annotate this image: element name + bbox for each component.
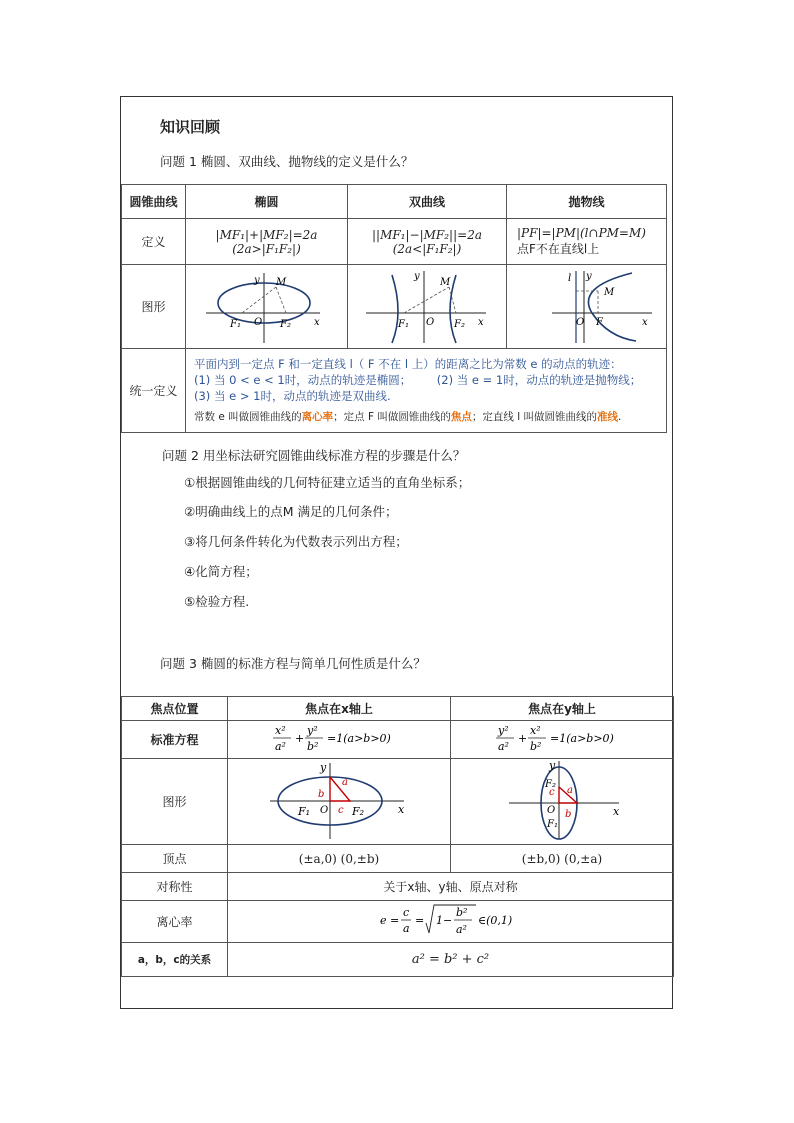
- eccentricity-value: [228, 901, 674, 943]
- label-b: b: [565, 809, 572, 820]
- ellipse-definition: [186, 219, 348, 265]
- header-ellipse: 椭圆: [186, 185, 348, 219]
- header-hyperbola: 双曲线: [348, 185, 507, 219]
- label-f1: F₁: [398, 319, 409, 330]
- label-o: O: [253, 317, 262, 328]
- note-directrix: 准线: [596, 410, 618, 423]
- header-conic: 圆锥曲线: [122, 185, 186, 219]
- label-m: M: [275, 277, 286, 288]
- question-1: 问题 1 椭圆、双曲线、抛物线的定义是什么？: [160, 154, 414, 169]
- step-4: ④化简方程；: [184, 564, 258, 579]
- label-a: a: [342, 777, 348, 788]
- section-heading: 知识回顾: [160, 118, 221, 136]
- unified-case-2: (2) 当 e = 1时，动点的轨迹是抛物线；: [436, 372, 642, 387]
- figure-x-cell: [228, 759, 451, 845]
- label-m: M: [603, 287, 614, 298]
- label-x: x: [641, 317, 648, 328]
- hyperbola-figure-cell: [348, 265, 507, 349]
- row-figure-label: 图形: [122, 759, 228, 845]
- parabola-def-formula: |PF|=|PM|(l∩PM=M): [517, 226, 646, 240]
- parabola-curve: [588, 273, 636, 341]
- note-eccentricity: 离心率: [301, 410, 334, 423]
- label-y: y: [549, 759, 556, 772]
- label-c: c: [549, 787, 555, 798]
- svg-text:y²: y²: [307, 724, 318, 737]
- label-o: O: [426, 317, 435, 328]
- svg-text:a: a: [402, 922, 410, 935]
- row-eccentricity-label: 离心率: [122, 901, 228, 943]
- unified-line-3: (3) 当 e > 1时，动点的轨迹是双曲线.: [194, 388, 391, 403]
- note-part-4: .: [617, 410, 622, 423]
- label-c: c: [338, 805, 344, 816]
- vertex-y: (±b,0) (0,±a): [451, 845, 674, 873]
- svg-text:a²: a²: [275, 740, 286, 753]
- row-figure-label: 图形: [122, 265, 186, 349]
- label-y: y: [320, 761, 327, 774]
- svg-text:+: +: [295, 732, 305, 745]
- step-5: ⑤检验方程.: [184, 594, 250, 609]
- label-x: x: [478, 317, 484, 328]
- label-f2: F₂: [454, 319, 465, 330]
- hyperbola-figure: [352, 265, 502, 345]
- label-y: y: [414, 271, 420, 282]
- header-focus-position: 焦点位置: [122, 697, 228, 721]
- label-f2: F₂: [279, 319, 291, 330]
- label-y: y: [585, 271, 592, 282]
- svg-text:b²: b²: [530, 740, 542, 753]
- ellipse-def-formula: |MF₁|+|MF₂|=2a: [215, 227, 318, 242]
- note-part-2: ；定点 F 叫做圆锥曲线的: [333, 410, 451, 423]
- row-definition-label: 定义: [122, 219, 186, 265]
- header-parabola: 抛物线: [507, 185, 667, 219]
- label-x: x: [398, 803, 405, 816]
- svg-text:a²: a²: [498, 740, 509, 753]
- label-f1: F₁: [229, 319, 241, 330]
- label-o: O: [547, 805, 556, 816]
- svg-text:e: e: [379, 914, 387, 927]
- question-3: 问题 3 椭圆的标准方程与简单几何性质是什么？: [160, 656, 426, 671]
- ellipse-properties-table: [121, 696, 674, 977]
- svg-text:a²: a²: [455, 923, 467, 936]
- note-part-1: 常数 e 叫做圆锥曲线的: [194, 410, 302, 423]
- row-equation-label: 标准方程: [122, 721, 228, 759]
- hyperbola-def-condition: (2a<|F₁F₂|): [392, 241, 462, 256]
- equation-y-formula: [492, 721, 632, 755]
- header-focus-x: 焦点在x轴上: [228, 697, 451, 721]
- step-1: ①根据圆锥曲线的几何特征建立适当的直角坐标系；: [184, 475, 471, 490]
- figure-y-cell: [451, 759, 674, 845]
- eccentricity-tail: ∈(0,1): [477, 914, 512, 927]
- step-3: ③将几何条件转化为代数表示列出方程；: [184, 534, 408, 549]
- label-x: x: [613, 805, 620, 818]
- row-abc-label: a，b，c的关系: [122, 943, 228, 977]
- symmetry-value: 关于x轴、y轴、原点对称: [228, 873, 674, 901]
- unified-line-2: [186, 372, 666, 388]
- row-unified-label: 统一定义: [122, 349, 186, 433]
- vertex-x: (±a,0) (0,±b): [228, 845, 451, 873]
- svg-text:b²: b²: [455, 906, 467, 919]
- eccentricity-formula: [376, 901, 526, 939]
- unified-note: [186, 408, 666, 426]
- conic-definitions-table: [121, 184, 667, 433]
- abc-relation: a² = b² + c²: [228, 943, 674, 977]
- svg-text:c: c: [402, 906, 409, 919]
- label-b: b: [318, 789, 325, 800]
- question-2: 问题 2 用坐标法研究圆锥曲线标准方程的步骤是什么？: [162, 448, 466, 463]
- label-a: a: [567, 785, 573, 796]
- label-f2: F₂: [545, 779, 556, 790]
- parabola-figure: [512, 265, 662, 345]
- svg-text:x²: x²: [275, 724, 286, 737]
- label-f1: F₁: [298, 805, 311, 818]
- unified-definition: [186, 349, 667, 433]
- note-focus: 焦点: [450, 410, 472, 423]
- svg-text:=: =: [414, 914, 424, 927]
- label-y: y: [253, 275, 260, 286]
- svg-text:b²: b²: [307, 740, 319, 753]
- svg-text:=: =: [389, 914, 399, 927]
- hyperbola-def-formula: ||MF₁|−|MF₂||=2a: [371, 227, 482, 242]
- label-f: F: [595, 317, 603, 328]
- unified-line-1: 平面内到一定点 F 和一定直线 l（ F 不在 l 上）的距离之比为常数 e 的动点的轨迹：: [194, 356, 622, 371]
- equation-y: [451, 721, 674, 759]
- row-symmetry-label: 对称性: [122, 873, 228, 901]
- ellipse-figure: [192, 265, 342, 345]
- unified-case-1: (1) 当 0 < e < 1时，动点的轨迹是椭圆；: [194, 372, 412, 387]
- note-part-3: ；定直线 l 叫做圆锥曲线的: [471, 410, 597, 423]
- equation-y-tail: =1(a>b>0): [550, 732, 614, 745]
- ellipse-x-figure: [264, 759, 414, 841]
- ellipse-y-figure: [487, 759, 637, 841]
- parabola-figure-cell: [507, 265, 667, 349]
- row-vertex-label: 顶点: [122, 845, 228, 873]
- hyperbola-left-branch: [392, 275, 398, 343]
- parabola-def-condition: 点F不在直线l上: [517, 242, 600, 256]
- header-focus-y: 焦点在y轴上: [451, 697, 674, 721]
- parabola-definition: [507, 219, 667, 265]
- ellipse-figure-cell: [186, 265, 348, 349]
- equation-x: [228, 721, 451, 759]
- step-2: ②明确曲线上的点M 满足的几何条件；: [184, 504, 398, 519]
- label-f1: F₁: [547, 819, 558, 830]
- svg-text:+: +: [518, 732, 528, 745]
- svg-text:1−: 1−: [435, 914, 452, 927]
- label-o: O: [575, 317, 584, 328]
- ellipse-def-condition: (2a>|F₁F₂|): [232, 241, 301, 256]
- equation-x-formula: [269, 721, 409, 755]
- label-f2: F₂: [352, 805, 365, 818]
- svg-text:x²: x²: [530, 724, 541, 737]
- svg-text:y²: y²: [498, 724, 509, 737]
- hyperbola-definition: [348, 219, 507, 265]
- equation-x-tail: =1(a>b>0): [327, 732, 391, 745]
- label-l: l: [567, 273, 571, 284]
- label-o: O: [320, 805, 329, 816]
- label-x: x: [313, 317, 320, 328]
- label-m: M: [440, 277, 451, 288]
